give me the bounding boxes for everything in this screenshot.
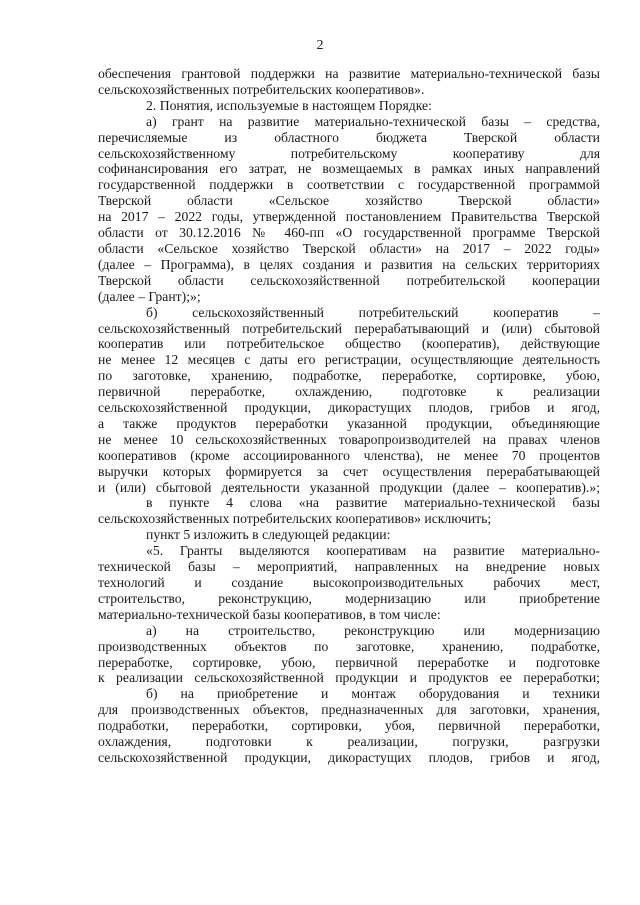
text-line: строительство, реконструкцию, модернизацию или приобретение — [98, 590, 600, 606]
text-line: первичной переработке, охлаждению, подготовке к реализации — [98, 384, 600, 400]
text-line: технической базы – мероприятий, направленных на внедрение новых — [98, 559, 600, 575]
text-line: сельскохозяйственному потребительскому кооперативу для — [98, 145, 600, 161]
text-line: не менее 12 месяцев с даты его регистрации, осуществляющие деятельность — [98, 352, 600, 368]
text-line: сельскохозяйственный потребительский перерабатывающий и (или) сбытовой — [98, 320, 600, 336]
text-line: производственных объектов по заготовке, хранению, подработке, — [98, 638, 600, 654]
text-line: на 2017 – 2022 годы, утвержденной постановлением Правительства Тверской — [98, 209, 600, 225]
text-line: государственной поддержки в соответствии с государственной программой — [98, 177, 600, 193]
text-line: сельскохозяйственных потребительских кооперативов». — [98, 81, 425, 97]
text-line: сельскохозяйственных потребительских кооперативов» исключить; — [98, 511, 492, 527]
text-line: а) на строительство, реконструкцию или модернизацию — [146, 622, 600, 638]
text-line: не менее 10 сельскохозяйственных товаропроизводителей на правах членов — [98, 431, 600, 447]
text-line: кооперативов (кроме ассоциированного членства), не менее 70 процентов — [98, 447, 600, 463]
text-line: сельскохозяйственной продукции, дикорастущих плодов, грибов и ягод, — [98, 400, 600, 416]
text-line: в пункте 4 слова «на развитие материально-технической базы — [146, 495, 600, 511]
text-line: подработки, переработки, сортировки, убоя, первичной переработки, — [98, 718, 600, 734]
text-line: (далее – Грант);»; — [98, 288, 201, 304]
text-line: переработке, сортировке, убою, первичной переработке и подготовке — [98, 654, 600, 670]
text-line: Тверской области «Сельское хозяйство Тверской области» — [98, 193, 600, 209]
text-line: сельскохозяйственной продукции, дикорастущих плодов, грибов и ягод, — [98, 749, 600, 765]
text-line: перечисляемые из областного бюджета Тверской области — [98, 129, 600, 145]
text-line: охлаждения, подготовки к реализации, погрузки, разгрузки — [98, 734, 600, 750]
text-line: пункт 5 изложить в следующей редакции: — [146, 527, 391, 543]
text-line: технологий и создание высокопроизводительных рабочих мест, — [98, 575, 600, 590]
text-line: выручки которых формируется за счет осуществления перерабатывающей — [98, 463, 600, 479]
text-line: и (или) сбытовой деятельности указанной продукции (далее – кооператив).»; — [98, 479, 600, 495]
text-line: материально-технической базы кооперативов, в том числе: — [98, 606, 441, 622]
text-line: для производственных объектов, предназначенных для заготовки, хранения, — [98, 702, 600, 718]
document-body — [98, 66, 600, 766]
text-line: области «Сельское хозяйство Тверской области» на 2017 – 2022 годы» — [98, 240, 600, 256]
text-line: обеспечения грантовой поддержки на развитие материально-технической базы — [98, 66, 600, 81]
text-line: софинансирования его затрат, не возмещаемых в рамках иных направлений — [98, 161, 600, 177]
text-line: кооператив или потребительское общество (кооператив), действующие — [98, 336, 600, 352]
page-number: 2 — [316, 38, 324, 53]
text-line: области от 30.12.2016 № 460-пп «О государственной программе Тверской — [98, 225, 600, 241]
text-line: б) сельскохозяйственный потребительский кооператив – — [146, 304, 600, 320]
text-line: 2. Понятия, используемые в настоящем Порядке: — [146, 97, 432, 113]
text-line: а) грант на развитие материально-технической базы – средства, — [146, 113, 600, 129]
text-line: (далее – Программа), в целях создания и развития на сельских территориях — [98, 256, 600, 272]
text-line: а также продуктов переработки указанной продукции, объединяющие — [98, 415, 600, 431]
text-line: по заготовке, хранению, подработке, переработке, сортировке, убою, — [98, 368, 600, 384]
text-line: Тверской области сельскохозяйственной потребительской кооперации — [98, 272, 600, 288]
text-line: «5. Гранты выделяются кооперативам на развитие материально- — [146, 543, 600, 559]
text-line: к реализации сельскохозяйственной продукции и продуктов ее переработки; — [98, 670, 600, 686]
text-line: б) на приобретение и монтаж оборудования и техники — [146, 686, 600, 702]
